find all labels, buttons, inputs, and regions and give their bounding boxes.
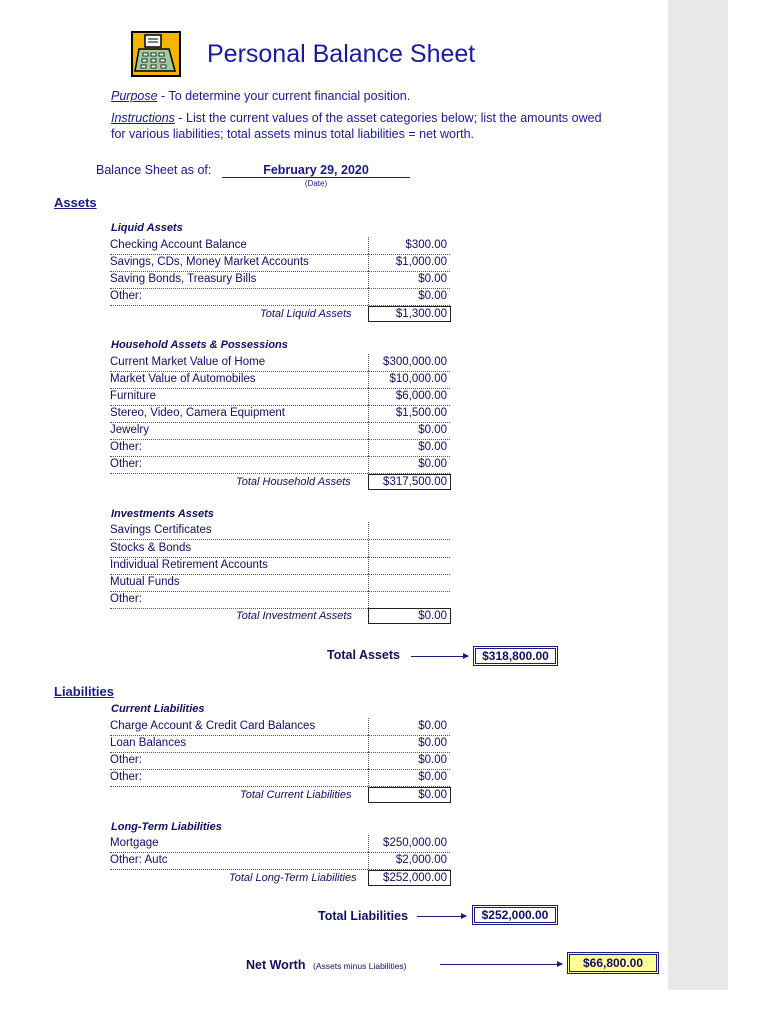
investments-title: Investments Assets xyxy=(111,508,214,520)
total-investment-value: $0.00 xyxy=(368,608,451,624)
list-item: Other: $0.00 xyxy=(110,752,450,770)
total-household-label: Total Household Assets xyxy=(236,476,351,488)
net-worth-sub: (Assets minus Liabilities) xyxy=(312,961,407,971)
side-panel xyxy=(668,0,728,990)
as-of-date[interactable]: February 29, 2020 xyxy=(222,163,410,178)
list-item: Jewelry $0.00 xyxy=(110,422,450,440)
total-current-liab-value: $0.00 xyxy=(368,787,451,803)
assets-heading: Assets xyxy=(54,195,97,210)
liabilities-heading: Liabilities xyxy=(54,684,114,699)
list-item: Savings Certificates xyxy=(110,522,450,540)
list-item: Other: $0.00 xyxy=(110,288,450,306)
list-item: Charge Account & Credit Card Balances $0.00 xyxy=(110,718,450,736)
list-item: Stocks & Bonds xyxy=(110,540,450,558)
total-liabilities-label: Total Liabilities xyxy=(318,909,409,923)
list-item: Other: $0.00 xyxy=(110,769,450,787)
liquid-assets-title: Liquid Assets xyxy=(111,222,183,234)
list-item: Loan Balances $0.00 xyxy=(110,735,450,753)
instructions-label: Instructions xyxy=(111,111,175,125)
net-worth-value: $66,800.00 xyxy=(567,952,659,974)
as-of-label: Balance Sheet as of: xyxy=(96,163,212,177)
total-investment-label: Total Investment Assets xyxy=(236,610,352,622)
total-liabilities-arrow xyxy=(417,916,466,917)
calculator-icon xyxy=(131,31,181,77)
list-item: Mortgage $250,000.00 xyxy=(110,835,450,853)
list-item: Other: xyxy=(110,591,450,609)
total-liquid-label: Total Liquid Assets xyxy=(260,308,352,320)
total-longterm-label: Total Long-Term Liabilities xyxy=(229,872,357,884)
net-worth-label: Net Worth (Assets minus Liabilities) xyxy=(246,958,407,972)
list-item: Furniture $6,000.00 xyxy=(110,388,450,406)
list-item: Market Value of Automobiles $10,000.00 xyxy=(110,371,450,389)
list-item: Other: $0.00 xyxy=(110,439,450,457)
total-assets-label: Total Assets xyxy=(327,648,400,662)
list-item: Other: $0.00 xyxy=(110,456,450,474)
total-assets-arrow xyxy=(411,656,468,657)
total-current-liab-label: Total Current Liabilities xyxy=(240,789,352,801)
total-longterm-value: $252,000.00 xyxy=(368,870,451,886)
page-title: Personal Balance Sheet xyxy=(207,40,476,68)
list-item: Other: Autc $2,000.00 xyxy=(110,852,450,870)
current-liabilities-title: Current Liabilities xyxy=(111,703,205,715)
purpose-text: Purpose - To determine your current financial position. xyxy=(111,89,411,103)
household-assets-title: Household Assets & Possessions xyxy=(111,339,288,351)
total-liquid-value: $1,300.00 xyxy=(368,306,451,322)
total-household-value: $317,500.00 xyxy=(368,474,451,490)
list-item: Savings, CDs, Money Market Accounts $1,000.00 xyxy=(110,254,450,272)
purpose-label: Purpose xyxy=(111,89,158,103)
list-item: Saving Bonds, Treasury Bills $0.00 xyxy=(110,271,450,289)
instructions-text: Instructions - List the current values of the asset categories below; list the amounts owed for various liabilities; total assets minus total liabilities = net worth. xyxy=(111,111,602,141)
net-worth-arrow xyxy=(440,964,562,965)
list-item: Checking Account Balance $300.00 xyxy=(110,237,450,255)
total-assets-value: $318,800.00 xyxy=(473,646,558,666)
list-item: Stereo, Video, Camera Equipment $1,500.00 xyxy=(110,405,450,423)
total-liabilities-value: $252,000.00 xyxy=(472,905,558,925)
as-of-sub: (Date) xyxy=(304,179,328,188)
longterm-liabilities-title: Long-Term Liabilities xyxy=(111,821,222,833)
list-item: Current Market Value of Home $300,000.00 xyxy=(110,354,450,372)
list-item: Individual Retirement Accounts xyxy=(110,557,450,575)
list-item: Mutual Funds xyxy=(110,574,450,592)
